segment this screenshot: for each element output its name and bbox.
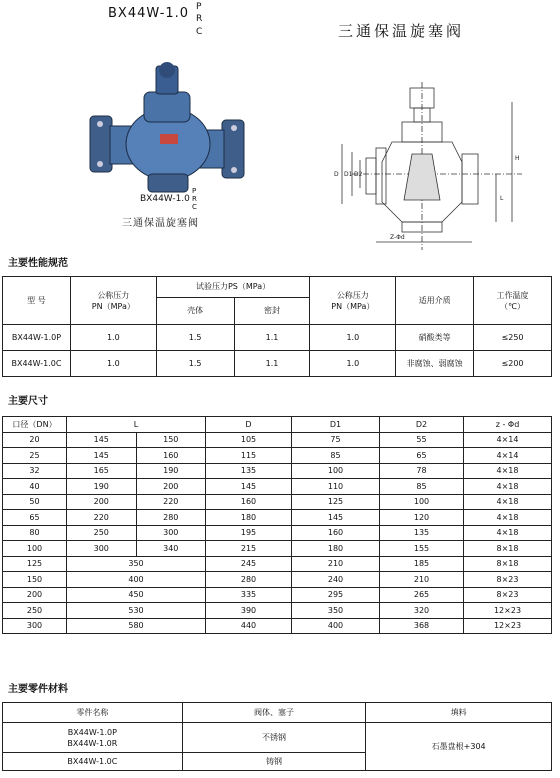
- cell-d2: 320: [380, 603, 464, 619]
- table-row: [3, 556, 552, 572]
- cell-d2: 155: [380, 541, 464, 557]
- cell-dn: 125: [3, 556, 67, 572]
- cell-d2: 185: [380, 556, 464, 572]
- cell-dn: 250: [3, 603, 67, 619]
- header-d1: D1: [292, 417, 380, 433]
- cell-l1: 580: [67, 618, 206, 634]
- photo-suffix-r: R: [192, 195, 197, 203]
- cell-l1: 145: [67, 448, 137, 464]
- cell-d1: 75: [292, 432, 380, 448]
- cell-zd: 4×14: [464, 432, 552, 448]
- header-shell: 壳体: [156, 297, 234, 324]
- dim-label-d: D: [334, 171, 339, 178]
- table-row: [3, 494, 552, 510]
- cell-d2: 120: [380, 510, 464, 526]
- cell-d2: 85: [380, 479, 464, 495]
- cell-dn: 80: [3, 525, 67, 541]
- table-row: BX44W-1.0P BX44W-1.0R 不锈钢 石墨盘根+304: [3, 723, 552, 753]
- table-row: [3, 587, 552, 603]
- cell-d: 145: [206, 479, 292, 495]
- cell-l1: 530: [67, 603, 206, 619]
- header-d: D: [206, 417, 292, 433]
- cell-d: 180: [206, 510, 292, 526]
- performance-table: [2, 276, 552, 377]
- cell-d2: 55: [380, 432, 464, 448]
- model-suffix-r: R: [196, 14, 203, 24]
- cell-d1: 295: [292, 587, 380, 603]
- photo-caption-model: BX44W-1.0: [140, 194, 190, 204]
- cell-d: 195: [206, 525, 292, 541]
- section-title-dimensions: 主要尺寸: [8, 396, 48, 407]
- cell-dn: 32: [3, 463, 67, 479]
- cell-l1: 300: [67, 541, 137, 557]
- table-row: [3, 510, 552, 526]
- table-row: [3, 572, 552, 588]
- cell-d1: 400: [292, 618, 380, 634]
- cell-zd: 4×18: [464, 510, 552, 526]
- materials-table: [2, 702, 552, 771]
- cell-d2: 65: [380, 448, 464, 464]
- cell-d1: 210: [292, 556, 380, 572]
- header-body: 阀体、塞子: [182, 703, 366, 723]
- cell-d: 280: [206, 572, 292, 588]
- cell-dn: 25: [3, 448, 67, 464]
- table-row: [3, 463, 552, 479]
- section-title-materials: 主要零件材料: [8, 684, 68, 695]
- photo-caption-name: 三通保温旋塞阀: [122, 218, 199, 229]
- header-test-pressure: 试验压力PS（MPa）: [156, 277, 310, 298]
- table-row: [3, 432, 552, 448]
- header-pn: 公称压力 PN（MPa）: [70, 277, 156, 325]
- table-row: [3, 479, 552, 495]
- cell-d1: 240: [292, 572, 380, 588]
- table-row: [3, 525, 552, 541]
- cell-d1: 85: [292, 448, 380, 464]
- table-row: [3, 618, 552, 634]
- cell-l1: 350: [67, 556, 206, 572]
- dimensions-table: [2, 416, 552, 634]
- cell-l1: 250: [67, 525, 137, 541]
- cell-l2: 200: [136, 479, 206, 495]
- cell-zd: 8×23: [464, 587, 552, 603]
- header-temp: 工作温度 （℃）: [474, 277, 552, 325]
- header-seal: 密封: [234, 297, 310, 324]
- cell-zd: 8×18: [464, 541, 552, 557]
- cell-dn: 65: [3, 510, 67, 526]
- cell-d: 160: [206, 494, 292, 510]
- cell-zd: 4×14: [464, 448, 552, 464]
- cell-d: 335: [206, 587, 292, 603]
- cell-zd: 4×18: [464, 463, 552, 479]
- cell-d2: 265: [380, 587, 464, 603]
- cell-dn: 100: [3, 541, 67, 557]
- header-pn2: 公称压力 PN（MPa）: [310, 277, 396, 325]
- header-medium: 适用介质: [396, 277, 474, 325]
- table-row: BX44W-1.0C 铸钢: [3, 753, 552, 771]
- cell-d2: 100: [380, 494, 464, 510]
- cell-d: 440: [206, 618, 292, 634]
- cell-dn: 40: [3, 479, 67, 495]
- cell-l2: 150: [136, 432, 206, 448]
- table-row: [3, 541, 552, 557]
- dim-label-d1: D1: [344, 171, 353, 178]
- header-l: L: [67, 417, 206, 433]
- cell-l1: 145: [67, 432, 137, 448]
- valve-drawing: [322, 82, 534, 250]
- cell-d: 105: [206, 432, 292, 448]
- cell-l2: 340: [136, 541, 206, 557]
- cell-zd: 8×18: [464, 556, 552, 572]
- dim-label-h: H: [515, 155, 520, 162]
- cell-d1: 145: [292, 510, 380, 526]
- cell-d1: 125: [292, 494, 380, 510]
- cell-d2: 368: [380, 618, 464, 634]
- cell-l2: 300: [136, 525, 206, 541]
- header-d2: D2: [380, 417, 464, 433]
- cell-l2: 160: [136, 448, 206, 464]
- cell-l2: 190: [136, 463, 206, 479]
- cell-d1: 110: [292, 479, 380, 495]
- cell-d1: 160: [292, 525, 380, 541]
- cell-dn: 20: [3, 432, 67, 448]
- valve-photo: [86, 56, 251, 204]
- model-suffix-c: C: [196, 27, 203, 37]
- cell-zd: 12×23: [464, 603, 552, 619]
- cell-d2: 78: [380, 463, 464, 479]
- header-dn: 口径（DN）: [3, 417, 67, 433]
- cell-d1: 350: [292, 603, 380, 619]
- cell-d: 135: [206, 463, 292, 479]
- cell-d: 245: [206, 556, 292, 572]
- model-title-text: BX44W-1.0: [108, 6, 190, 21]
- photo-suffix-p: P: [192, 187, 197, 195]
- cell-dn: 200: [3, 587, 67, 603]
- cell-dn: 50: [3, 494, 67, 510]
- cell-d2: 210: [380, 572, 464, 588]
- cell-d: 115: [206, 448, 292, 464]
- cell-l1: 220: [67, 510, 137, 526]
- model-suffix-p: P: [196, 2, 202, 12]
- cell-d1: 180: [292, 541, 380, 557]
- table-row: BX44W-1.0P 1.0 1.5 1.1 1.0 硝酸类等 ≤250: [3, 325, 552, 351]
- cell-l2: 220: [136, 494, 206, 510]
- dim-label-zd: Z-Φd: [390, 234, 405, 241]
- cell-zd: 12×23: [464, 618, 552, 634]
- cell-l1: 190: [67, 479, 137, 495]
- cell-d: 390: [206, 603, 292, 619]
- cell-l1: 165: [67, 463, 137, 479]
- cell-zd: 4×18: [464, 494, 552, 510]
- header-model: 型 号: [3, 277, 71, 325]
- header-part-name: 零件名称: [3, 703, 183, 723]
- cell-d2: 135: [380, 525, 464, 541]
- cell-zd: 4×18: [464, 525, 552, 541]
- dim-label-l: L: [500, 195, 504, 202]
- page-title: 三通保温旋塞阀: [338, 22, 465, 40]
- cell-d: 215: [206, 541, 292, 557]
- table-row: [3, 603, 552, 619]
- table-row: [3, 448, 552, 464]
- cell-dn: 300: [3, 618, 67, 634]
- cell-d1: 100: [292, 463, 380, 479]
- cell-dn: 150: [3, 572, 67, 588]
- header-packing: 填料: [366, 703, 552, 723]
- cell-l1: 450: [67, 587, 206, 603]
- cell-l2: 280: [136, 510, 206, 526]
- table-row: BX44W-1.0C 1.0 1.5 1.1 1.0 非腐蚀、弱腐蚀 ≤200: [3, 351, 552, 377]
- model-title: [108, 6, 189, 21]
- header-zd: z - Φd: [464, 417, 552, 433]
- cell-l1: 400: [67, 572, 206, 588]
- cell-zd: 8×23: [464, 572, 552, 588]
- cell-l1: 200: [67, 494, 137, 510]
- dim-label-d2: D2: [354, 171, 363, 178]
- section-title-performance: 主要性能规范: [8, 258, 68, 269]
- photo-suffix-c: C: [192, 203, 197, 211]
- cell-zd: 4×18: [464, 479, 552, 495]
